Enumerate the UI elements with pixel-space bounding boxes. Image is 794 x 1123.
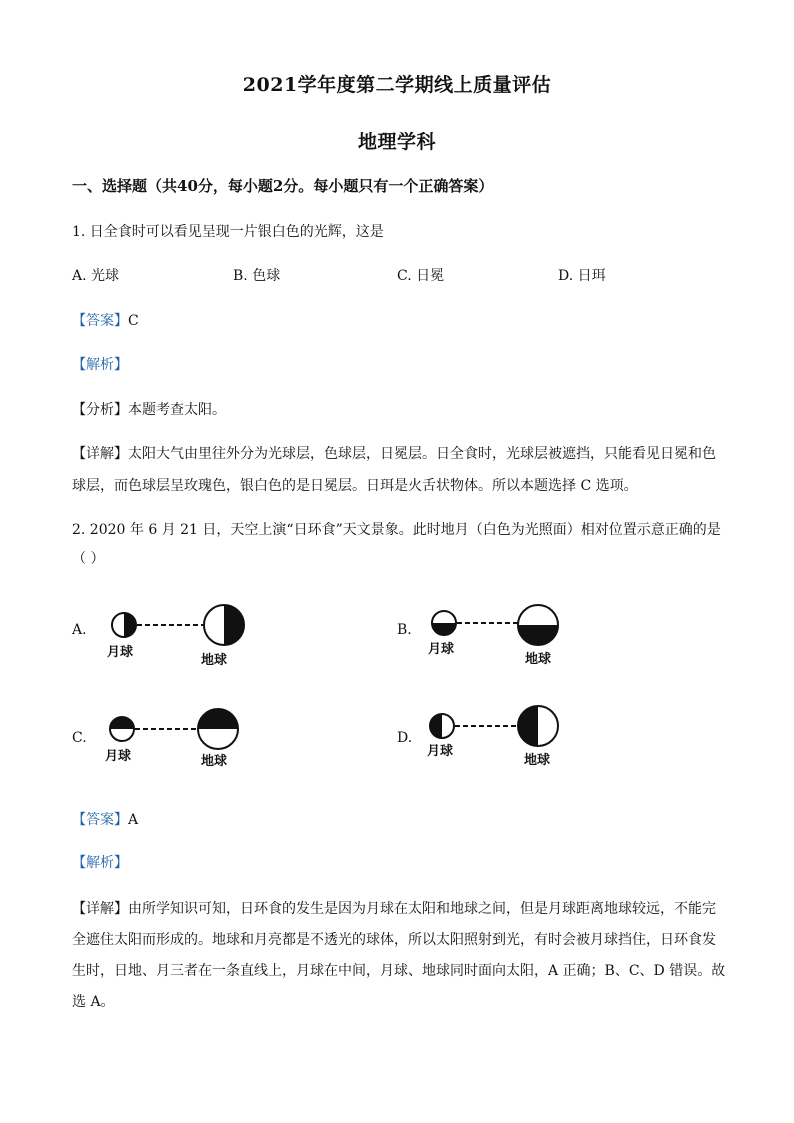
detail-tag: 【详解】 xyxy=(72,901,128,917)
earth-icon xyxy=(518,605,558,645)
q1-stem: 1. 日全食时可以看见呈现一片银白色的光辉，这是 xyxy=(72,224,384,240)
q2-option-c-earth-label: 地球 xyxy=(201,754,228,769)
q2-stem-line1: 2. 2020 年 6 月 21 日，天空上演“日环食”天文景象。此时地月（白色为光照面）相对位置示意正确的是 xyxy=(72,522,721,538)
q2-option-d-moon-label: 月球 xyxy=(427,744,454,759)
moon-icon xyxy=(112,613,136,637)
q2-detail-line2: 全遮住太阳而形成的。地球和月亮都是不透光的球体，所以太阳照射到光，有时会被月球挡住，日环食发 xyxy=(72,932,716,948)
q2-detail-line1 xyxy=(72,899,732,919)
q2-option-b-moon-label: 月球 xyxy=(428,642,455,657)
earth-icon xyxy=(198,709,238,749)
answer-value: C xyxy=(128,313,139,329)
answer-tag: 【答案】 xyxy=(72,812,128,828)
q2-stem-line2: （ ） xyxy=(72,551,105,567)
document-title: 2021学年度第二学期线上质量评估 xyxy=(242,74,552,96)
q2-option-c-moon-label: 月球 xyxy=(105,749,132,764)
q2-analysis xyxy=(72,853,732,873)
q2-option-b-letter: B. xyxy=(397,622,412,638)
answer-value: A xyxy=(128,812,139,828)
moon-icon xyxy=(430,714,454,738)
answer-tag: 【答案】 xyxy=(72,313,128,329)
moon-icon xyxy=(110,717,134,741)
moon-icon xyxy=(432,611,456,635)
q1-option-d: D. 日珥 xyxy=(558,268,606,284)
analysis-tag: 【解析】 xyxy=(72,357,128,373)
detail-text: 太阳大气由里往外分为光球层，色球层，日冕层。日全食时，光球层被遮挡，只能看见日冕和色 xyxy=(128,446,716,462)
q2-option-b-earth-label: 地球 xyxy=(525,652,552,667)
q2-option-d-letter: D. xyxy=(397,730,413,746)
q2-detail-line4: 选 A。 xyxy=(72,994,115,1010)
detail-tag: 【详解】 xyxy=(72,446,128,462)
q1-option-a: A. 光球 xyxy=(72,268,120,284)
earth-icon xyxy=(518,706,558,746)
fenxi-tag: 【分析】 xyxy=(72,402,128,418)
q2-option-d-earth-label: 地球 xyxy=(524,753,551,768)
q1-analysis xyxy=(72,355,732,375)
detail-text: 由所学知识可知，日环食的发生是因为月球在太阳和地球之间，但是月球距离地球较远，不能完 xyxy=(128,901,716,917)
q1-answer xyxy=(72,311,732,331)
q2-option-a-moon-label: 月球 xyxy=(107,645,134,660)
section-heading: 一、选择题（共40分，每小题2分。每小题只有一个正确答案） xyxy=(72,177,494,195)
q1-detail-line2: 球层，而色球层呈玫瑰色，银白色的是日冕层。日珥是火舌状物体。所以本题选择 C 选项。 xyxy=(72,478,638,494)
q1-option-c: C. 日冕 xyxy=(397,268,445,284)
q1-option-b: B. 色球 xyxy=(233,268,281,284)
q2-option-c-letter: C. xyxy=(72,730,87,746)
q1-detail-line1 xyxy=(72,444,732,464)
earth-icon xyxy=(204,605,244,645)
q2-option-a-letter: A. xyxy=(72,622,87,638)
q2-answer xyxy=(72,810,732,830)
q2-option-a-earth-label: 地球 xyxy=(201,653,228,668)
q1-fenxi xyxy=(72,400,732,420)
fenxi-text: 本题考查太阳。 xyxy=(128,402,226,418)
q2-detail-line3: 生时，日地、月三者在一条直线上，月球在中间，月球、地球同时面向太阳，A 正确；B、C、D 错误。故 xyxy=(72,963,726,979)
subject-title: 地理学科 xyxy=(357,131,436,153)
analysis-tag: 【解析】 xyxy=(72,855,128,871)
